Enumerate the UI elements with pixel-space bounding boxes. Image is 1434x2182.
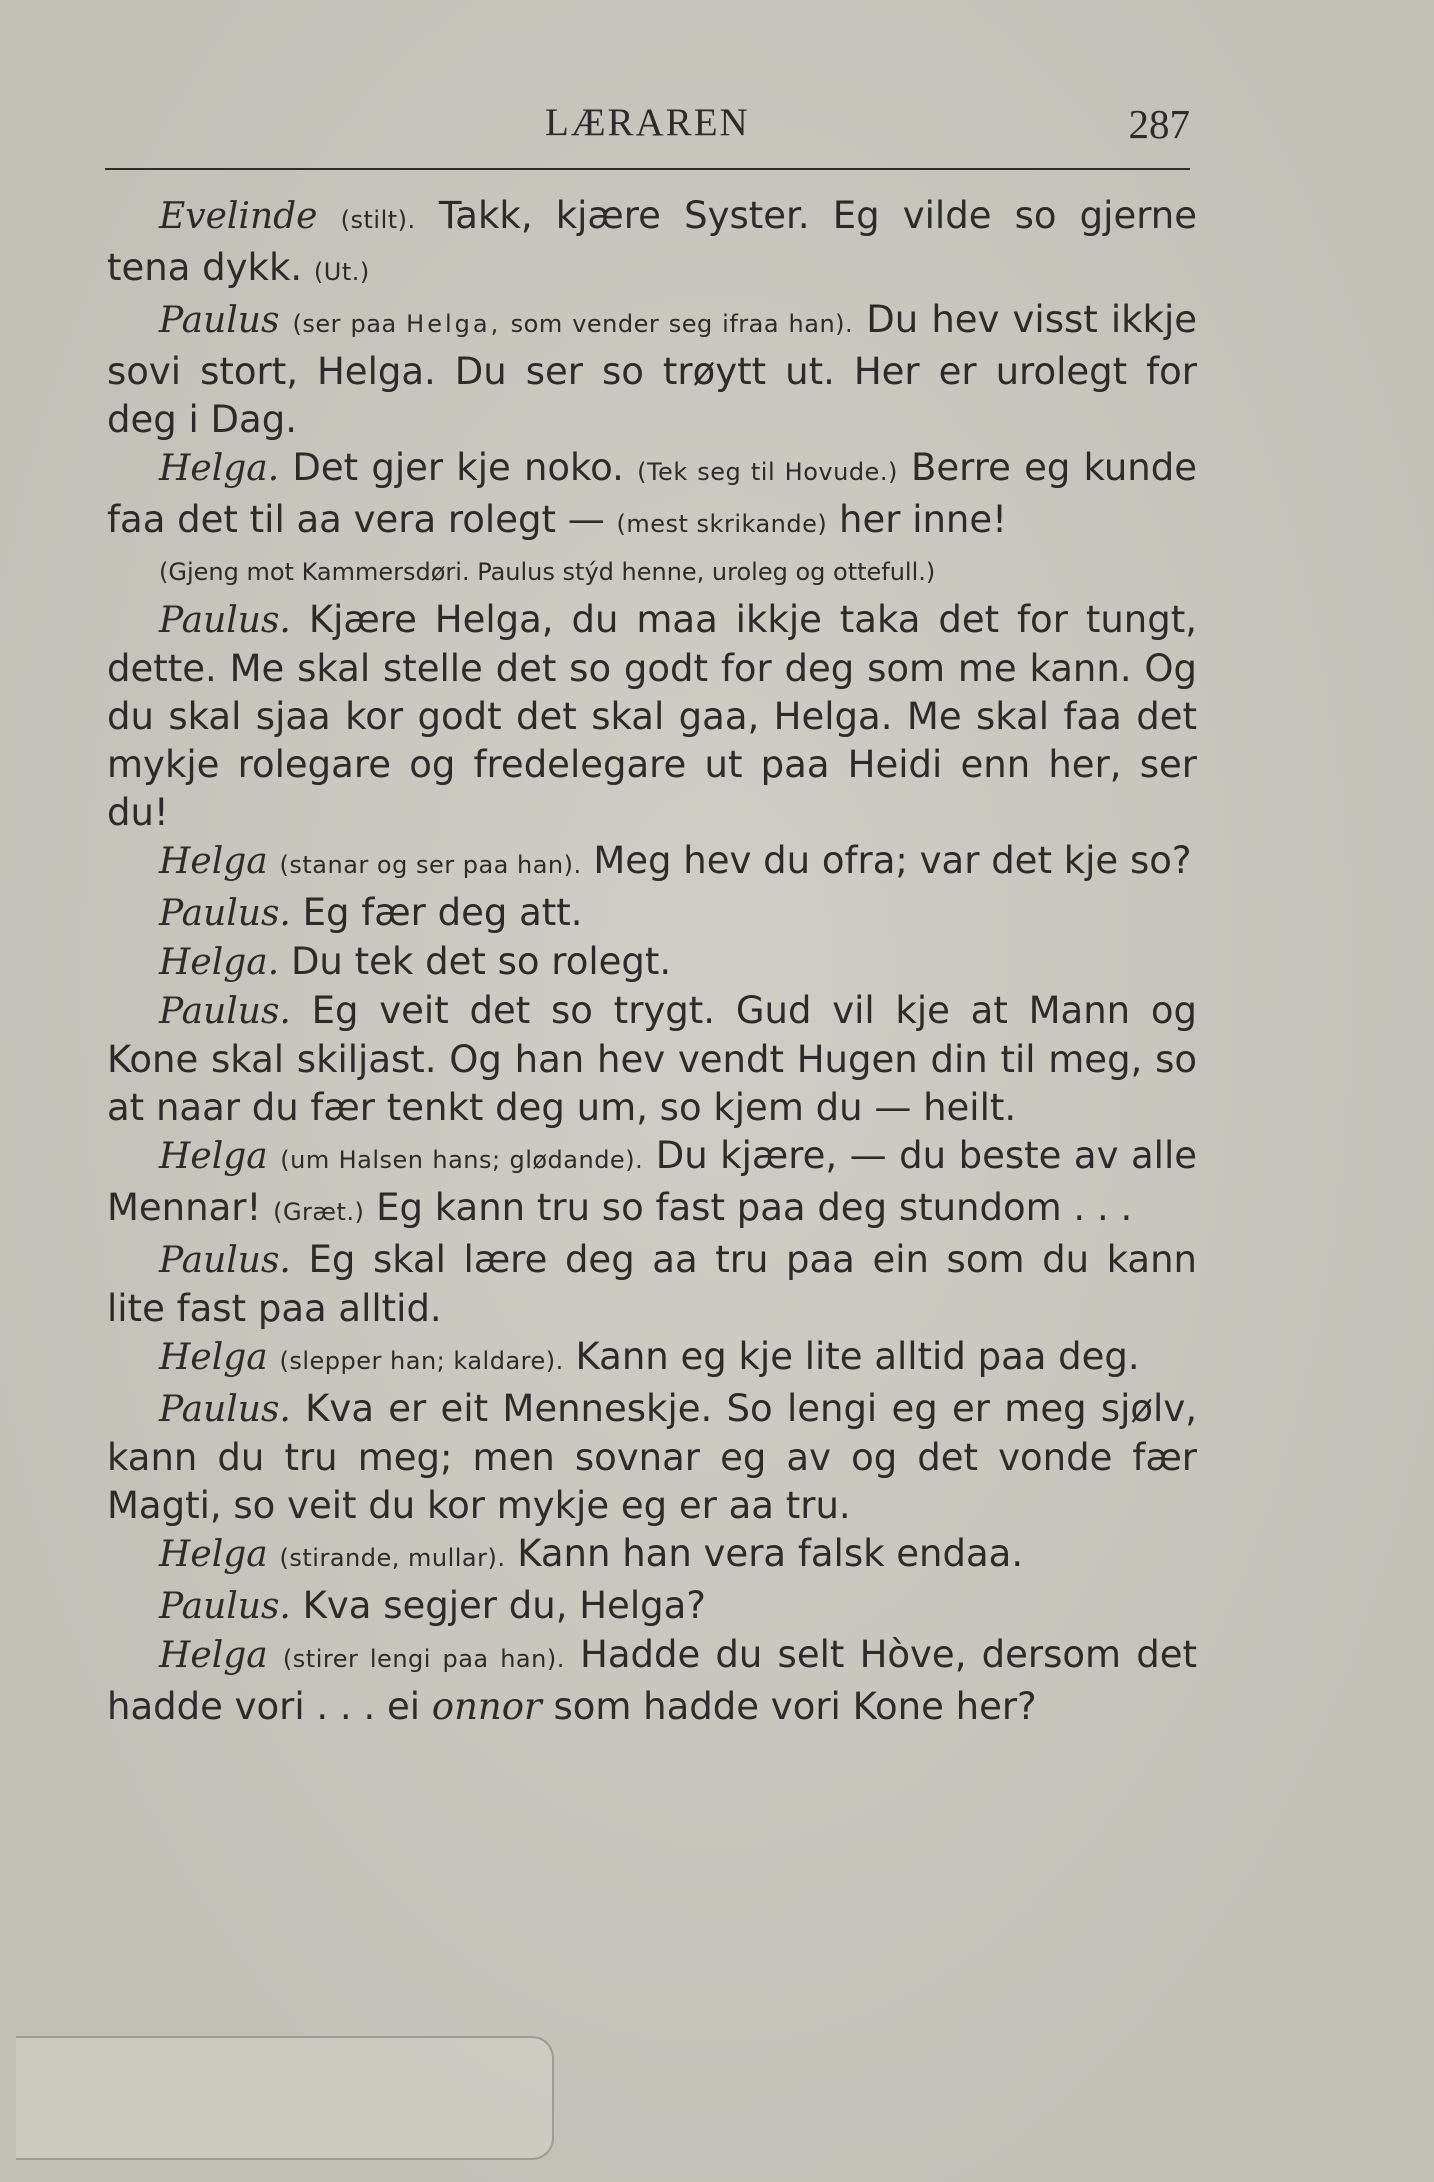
dialogue-text: Meg hev du ofra; var det kje so? xyxy=(593,839,1192,882)
speaker-name: Helga xyxy=(159,1635,268,1676)
speaker-name: Helga. xyxy=(159,448,280,489)
stage-direction-line: (Gjeng mot Kammersdøri. Paulus stýd henne, uroleg og ottefull.) xyxy=(159,558,936,586)
dialogue-text: her inne! xyxy=(839,498,1007,541)
speaker-name: Paulus. xyxy=(159,1586,291,1627)
stage-direction: (slepper han; kaldare). xyxy=(279,1347,564,1375)
dialogue-paragraph xyxy=(107,1530,1197,1582)
stage-direction: (mest skrikande) xyxy=(616,510,828,538)
stage-direction: (stanar og ser paa han). xyxy=(279,851,582,879)
stage-direction: (ser paa Helga, som vender seg ifraa han). xyxy=(292,310,854,338)
dialogue-paragraph xyxy=(107,192,1197,296)
running-title: LÆRAREN xyxy=(545,101,750,144)
dialogue-text: Eg veit det so trygt. Gud vil kje at Mann og Kone skal skiljast. Og han hev vendt Hugen din til meg, so at naar du fær tenkt deg um, so kjem du — heilt. xyxy=(107,989,1197,1129)
dialogue-text: Hadde du selt Hòve, dersom det hadde vori . . . ei xyxy=(107,1633,1197,1728)
dialogue-text: Kann eg kje lite alltid paa deg. xyxy=(575,1335,1140,1378)
dialogue-text: Kva segjer du, Helga? xyxy=(302,1584,706,1627)
dialogue-paragraph xyxy=(107,837,1197,889)
dialogue-paragraph xyxy=(107,596,1197,837)
dialogue-text: som hadde vori Kone her? xyxy=(553,1685,1037,1728)
speaker-name: Paulus. xyxy=(159,1240,291,1281)
dialogue-paragraph xyxy=(107,987,1197,1132)
stage-direction: (stilt). xyxy=(340,206,416,234)
dialogue-paragraph xyxy=(107,938,1197,987)
stage-direction: (stirer lengi paa han). xyxy=(282,1645,565,1673)
dialogue-paragraph xyxy=(107,1132,1197,1236)
dialogue-paragraph xyxy=(107,889,1197,938)
speaker-name: Helga xyxy=(159,841,268,882)
speaker-name: Paulus. xyxy=(159,893,291,934)
page-header xyxy=(105,100,1190,148)
dialogue-paragraph xyxy=(107,1236,1197,1333)
speaker-name: Paulus xyxy=(159,300,280,341)
dialogue-text: Berre eg kunde faa det til aa vera rolegt — xyxy=(107,446,1197,541)
dialogue-text: Kann han vera falsk endaa. xyxy=(517,1532,1024,1575)
page-number: 287 xyxy=(1128,101,1190,147)
dialogue-paragraph xyxy=(107,1582,1197,1631)
stage-direction: (Græt.) xyxy=(273,1198,365,1226)
stage-direction: (stirande, mullar). xyxy=(279,1544,506,1572)
dialogue-text: Kjære Helga, du maa ikkje taka det for tungt, dette. Me skal stelle det so godt for deg som me kann. Og du skal sjaa kor godt det skal gaa, Helga. Me skal faa det mykje rolegare og fredelegare ut paa Heidi enn her, ser du! xyxy=(107,598,1198,834)
dialogue-paragraph xyxy=(107,296,1197,444)
dialogue-text: Eg fær deg att. xyxy=(302,891,583,934)
stage-direction: (Ut.) xyxy=(313,258,370,286)
dialogue-text: Det gjer kje noko. xyxy=(292,446,624,489)
speaker-name: Helga xyxy=(159,1534,268,1575)
paper-slip-edge xyxy=(16,2036,554,2160)
dialogue-text: Du tek det so rolegt. xyxy=(290,940,672,983)
emphasized-word: onnor xyxy=(431,1685,542,1728)
dialogue-text: Kva er eit Menneskje. So lengi eg er meg sjølv, kann du tru meg; men sovnar eg av og det vonde fær Magti, so veit du kor mykje eg er aa tru. xyxy=(107,1387,1197,1527)
dialogue-text: Eg kann tru so fast paa deg stundom . . . xyxy=(376,1186,1133,1229)
speaker-name: Helga xyxy=(159,1136,268,1177)
stage-direction: (um Halsen hans; glødande). xyxy=(280,1146,644,1174)
dialogue-paragraph xyxy=(107,444,1197,548)
speaker-name: Paulus. xyxy=(159,600,291,641)
dialogue-text: Du kjære, — du beste av alle Mennar! xyxy=(107,1134,1197,1229)
stage-direction: (Tek seg til Hovude.) xyxy=(637,458,898,486)
speaker-name: Helga xyxy=(159,1337,268,1378)
speaker-name: Helga. xyxy=(159,942,280,983)
speaker-name: Paulus. xyxy=(159,991,291,1032)
dialogue-text: Eg skal lære deg aa tru paa ein som du kann lite fast paa alltid. xyxy=(107,1238,1197,1330)
dialogue-text: Takk, kjære Syster. Eg vilde so gjerne tena dykk. xyxy=(107,194,1197,289)
play-text xyxy=(107,192,1197,1731)
speaker-name: Evelinde xyxy=(159,196,318,237)
speaker-name: Paulus. xyxy=(159,1389,291,1430)
header-rule xyxy=(105,168,1190,170)
dialogue-paragraph xyxy=(107,1385,1197,1530)
dialogue-paragraph xyxy=(107,1631,1197,1731)
dialogue-text: Du hev visst ikkje sovi stort, Helga. Du ser so trøytt ut. Her er urolegt for deg i Dag. xyxy=(107,298,1198,441)
dialogue-paragraph xyxy=(107,1333,1197,1385)
